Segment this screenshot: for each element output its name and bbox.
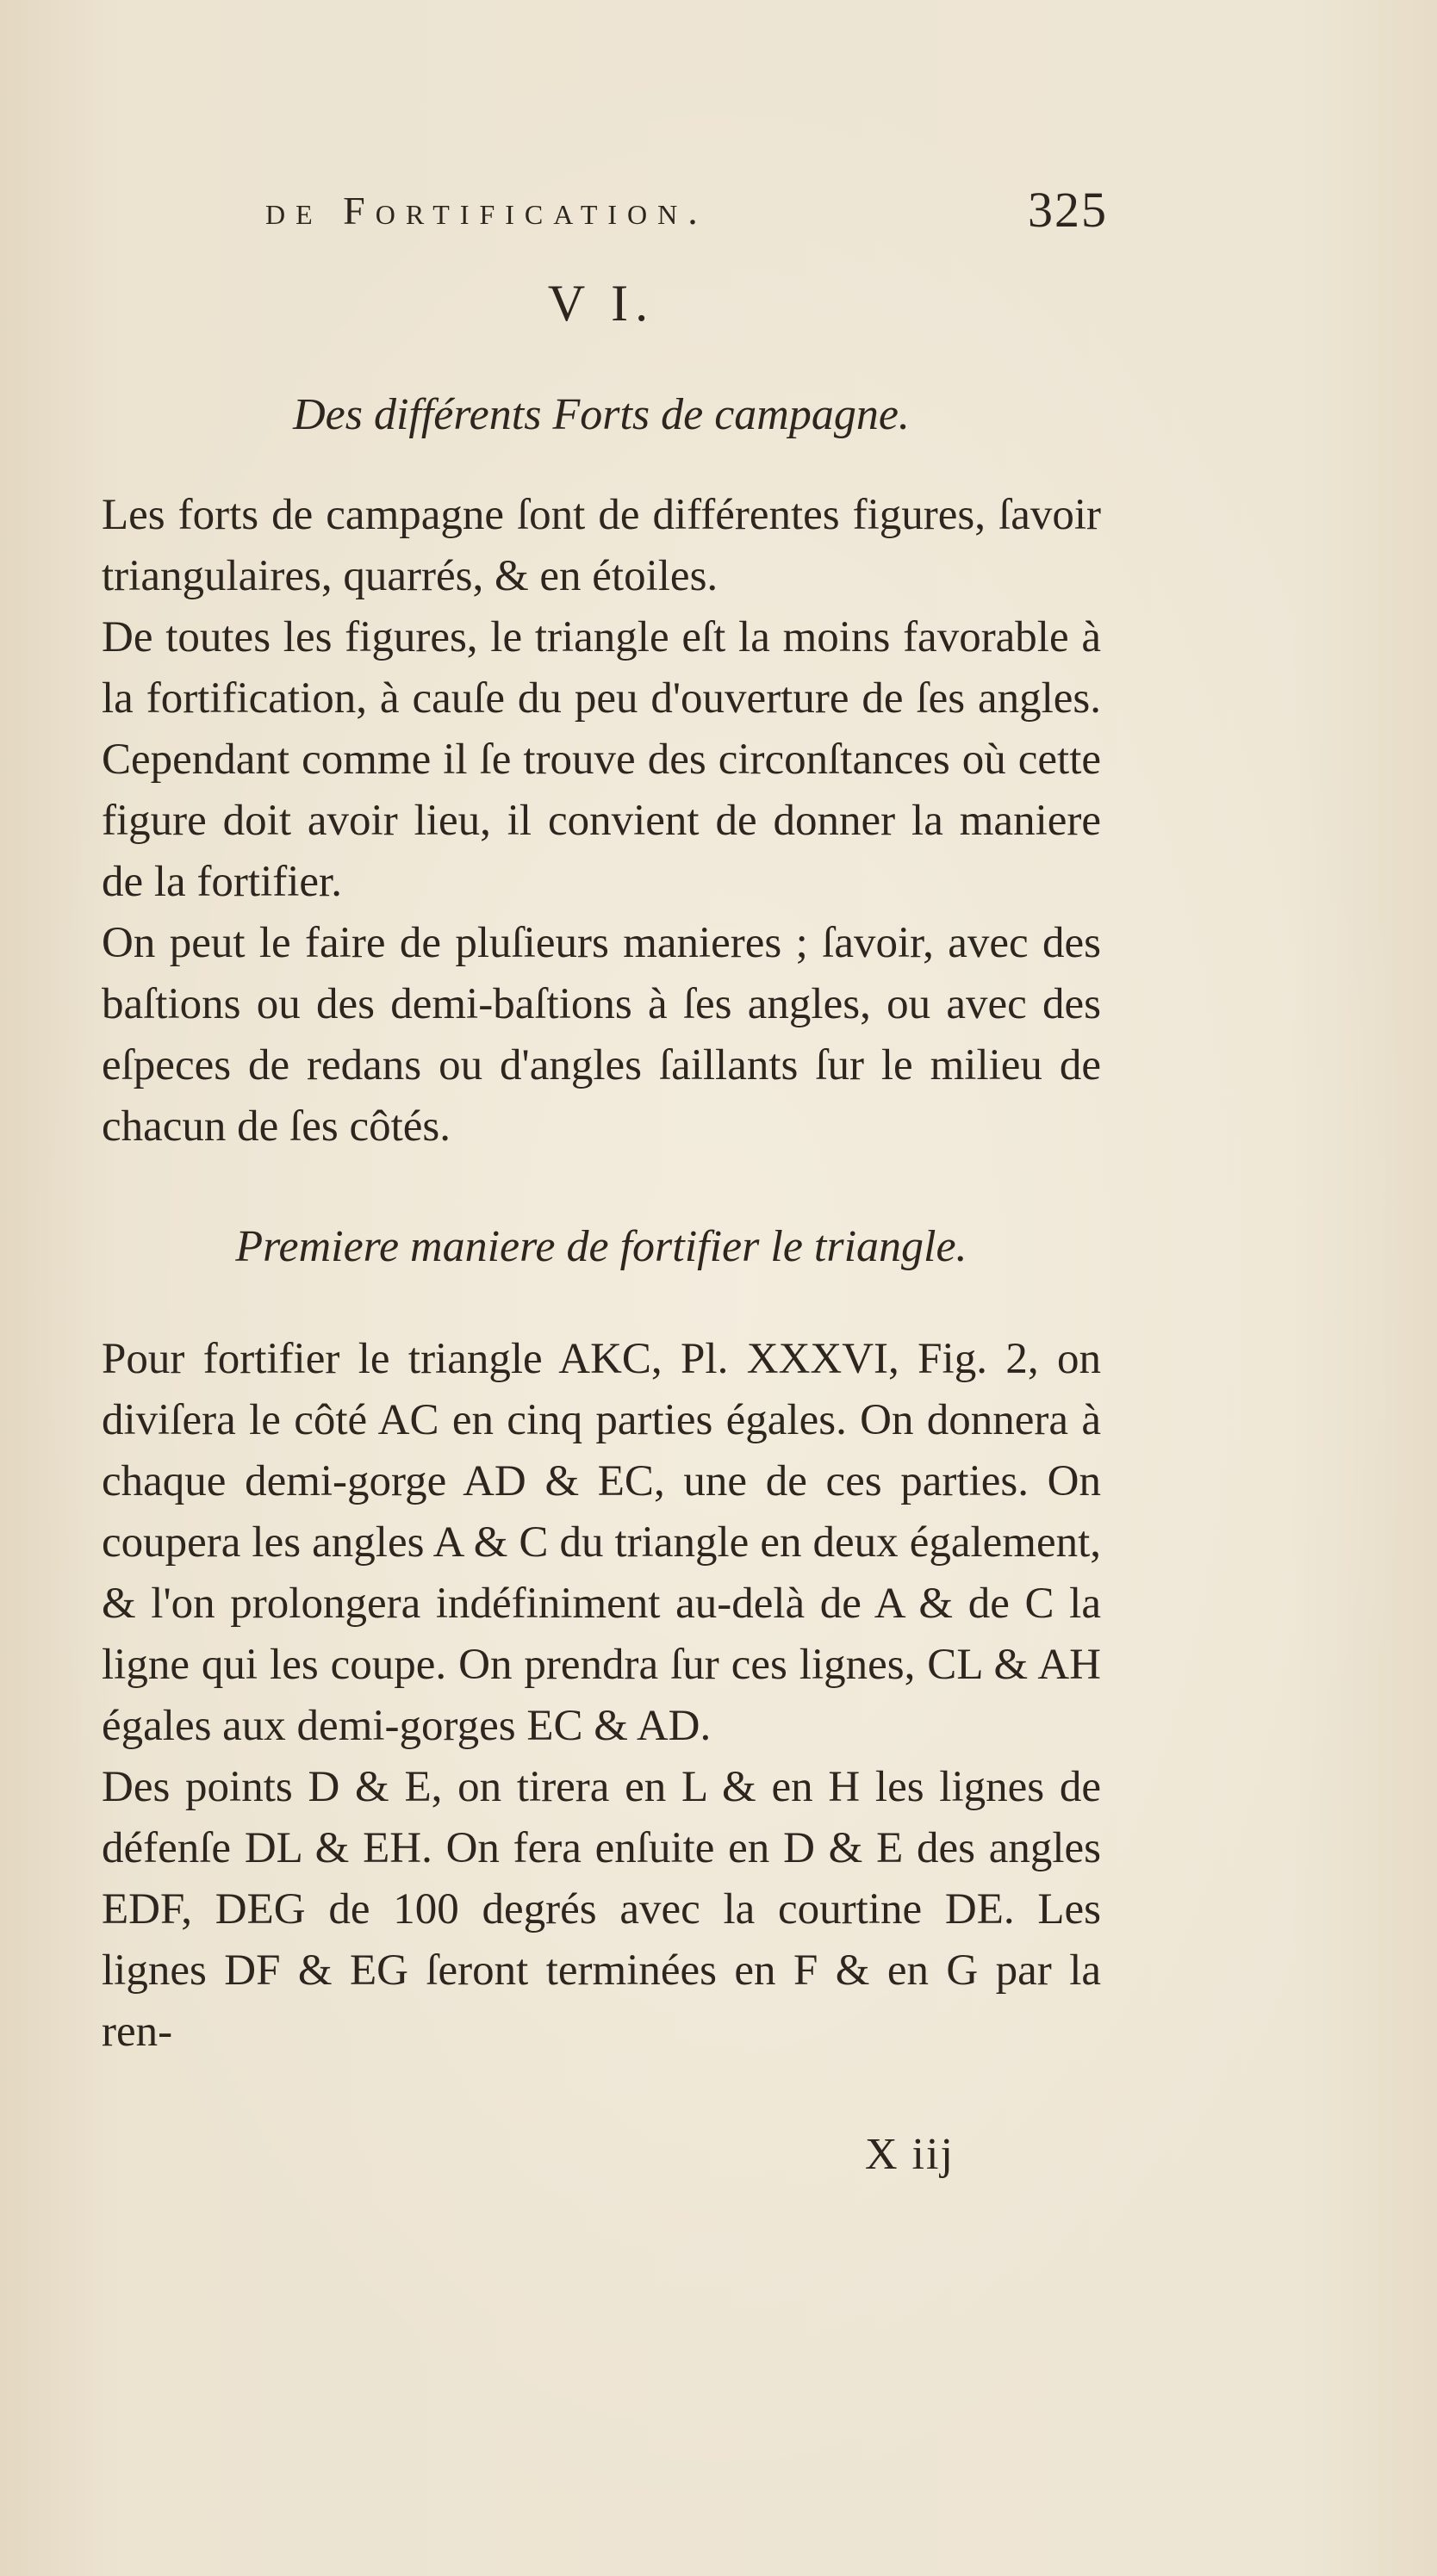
text-block [102,172,1108,2063]
paragraph: De toutes les figures, le triangle eſt la moins favorable à la fortification, à cauſe du peu d'ouverture de ſes angles. Cependant comme il ſe trouve des circonſtances où cette figure doit avoir lieu, il convient de donner la maniere de la fortifier. [102,613,1101,906]
signature-mark: X iij [865,2130,955,2179]
running-head [102,172,1108,250]
paragraph: Pour fortifier le triangle AKC, Pl. XXXVI, Fig. 2, on diviſera le côté AC en cinq parties égales. On donnera à chaque demi-gorge AD & EC, une de ces parties. On coupera les angles A & C du triangle en deux également, & l'on prolongera indéfiniment au-delà de A & de C la ligne qui les coupe. On prendra ſur ces lignes, CL & AH égales aux demi-gorges EC & AD. [102,1335,1101,1750]
section-title: Des différents Forts de campagne. [293,390,910,439]
paragraph: On peut le faire de pluſieurs manieres ; ſavoir, avec des baſtions ou des demi-baſtions à ſes angles, ou avec des eſpeces de redans ou d'angles ſaillants ſur le milieu de chacun de ſes côtés. [102,919,1101,1151]
section-number: V I. [547,275,656,332]
paragraph: Des points D & E, on tirera en L & en H les lignes de défenſe DL & EH. On fera enſuite en D & E des angles EDF, DEG de 100 degrés avec la courtine DE. Les lignes DF & EG ſeront terminées en F & en G par la ren- [102,1763,1101,2056]
page-number: 325 [1028,182,1108,238]
running-title: de Fortification. [265,189,708,233]
paragraph: Les forts de campagne ſont de différentes figures, ſavoir triangulaires, quarrés, & en étoiles. [102,491,1101,600]
subsection-title: Premiere maniere de fortifier le triangle. [235,1222,967,1271]
